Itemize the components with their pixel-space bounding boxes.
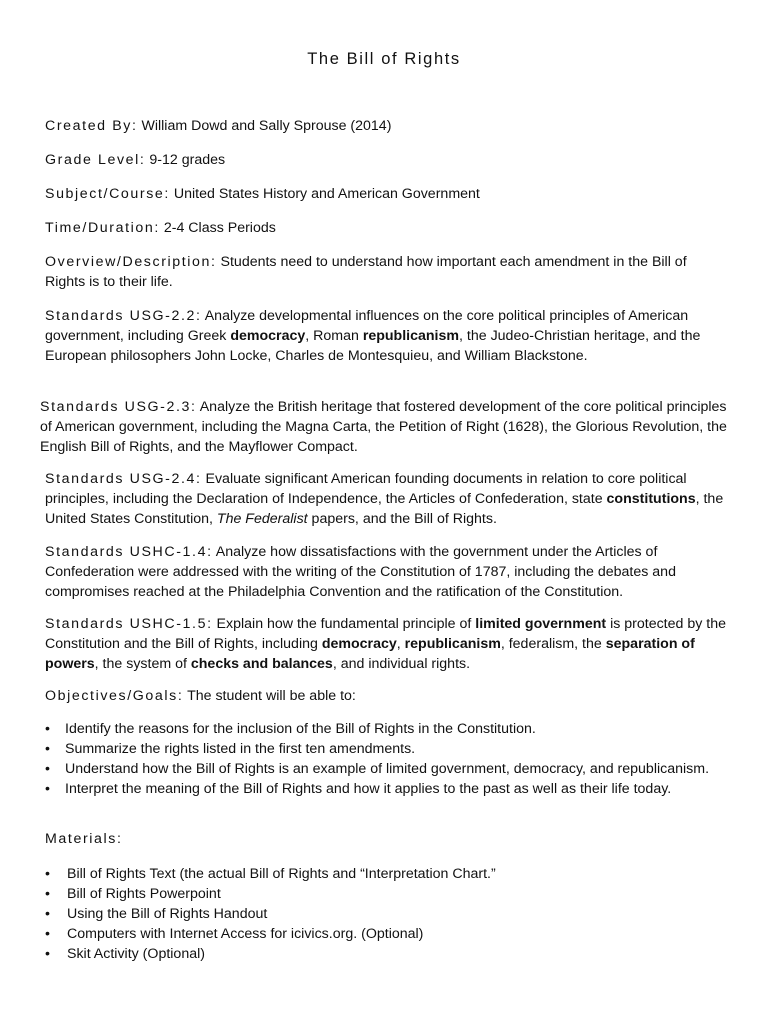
subject-value: United States History and American Government xyxy=(169,186,480,202)
standard-text: Analyze how dissatisfactions with the government under the Articles of Confederation were addressed with the writing of the Constitution of 1787, including the debates and compromises reached at the Philadelphia Convention and the ratification of the Constitution. xyxy=(45,544,676,600)
overview-label: Overview/Description: xyxy=(45,254,217,270)
term-democracy: democracy xyxy=(230,328,306,344)
standard-text: papers, and the Bill of Rights. xyxy=(307,511,497,527)
list-item-text: Understand how the Bill of Rights is an example of limited government, democracy, and republicanism. xyxy=(65,761,710,777)
standard-text: , xyxy=(396,636,405,652)
term-limited-government: limited government xyxy=(475,616,607,632)
bullet-icon: • xyxy=(45,886,50,902)
standard-text: Analyze developmental influences on the core political principles of American government, including Greek xyxy=(45,308,689,344)
standard-label: Standards USG-2.2: xyxy=(45,308,202,324)
grade-level-line xyxy=(45,150,725,170)
standard-text: , the Judeo-Christian heritage, and the European philosophers John Locke, Charles de Montesquieu, and William Blackstone. xyxy=(45,328,701,364)
created-by-line xyxy=(45,116,725,136)
list-item xyxy=(45,864,735,884)
materials-list xyxy=(45,864,735,964)
list-item-text: Identify the reasons for the inclusion of the Bill of Rights in the Constitution. xyxy=(65,721,536,737)
materials-label: Materials: xyxy=(45,831,123,847)
created-by-label: Created By: xyxy=(45,118,138,134)
objectives-list xyxy=(45,719,735,799)
duration-value: 2-4 Class Periods xyxy=(159,220,276,236)
term-checks-and-balances: checks and balances xyxy=(190,656,333,672)
standard-usg-2-4 xyxy=(45,469,730,529)
standard-ushc-1-4 xyxy=(45,542,730,602)
bullet-icon: • xyxy=(45,946,50,962)
term-constitutions: constitutions xyxy=(606,491,696,507)
standard-text: , the United States Constitution, xyxy=(45,491,724,527)
list-item-text: Bill of Rights Text (the actual Bill of Rights and “Interpretation Chart.” xyxy=(67,866,496,882)
list-item xyxy=(45,884,735,904)
bullet-icon: • xyxy=(45,906,50,922)
duration-line xyxy=(45,218,725,238)
bullet-icon: • xyxy=(45,781,50,797)
list-item xyxy=(45,739,735,759)
standard-text: is protected by the Constitution and the Bill of Rights, including xyxy=(45,616,726,652)
list-item-text: Summarize the rights listed in the first ten amendments. xyxy=(65,741,416,757)
document-title: The Bill of Rights xyxy=(307,50,461,68)
list-item-text: Interpret the meaning of the Bill of Rights and how it applies to the past as well as their life today. xyxy=(65,781,672,797)
duration-label: Time/Duration: xyxy=(45,220,160,236)
list-item xyxy=(45,719,735,739)
subject-label: Subject/Course: xyxy=(45,186,170,202)
grade-level-value: 9-12 grades xyxy=(145,152,226,168)
bullet-icon: • xyxy=(45,721,50,737)
bullet-icon: • xyxy=(45,761,50,777)
standard-label: Standards USG-2.3: xyxy=(40,399,197,415)
standard-text: Explain how the fundamental principle of xyxy=(212,616,476,632)
standard-text: , and individual rights. xyxy=(332,656,471,672)
standard-text: Analyze the British heritage that fostered development of the core political principles of American government, including the Magna Carta, the Petition of Right (1628), the Glorious Revolution, the English Bill of Rights, and the Mayflower Compact. xyxy=(40,399,727,455)
standard-text: , Roman xyxy=(305,328,363,344)
list-item xyxy=(45,759,735,779)
standard-usg-2-3 xyxy=(40,397,730,457)
materials-heading xyxy=(45,829,725,849)
list-item xyxy=(45,779,735,799)
term-separation-of-powers: separation of powers xyxy=(45,636,695,672)
standard-label: Standards USG-2.4: xyxy=(45,471,202,487)
objectives-label: Objectives/Goals: xyxy=(45,688,184,704)
standard-text: , federalism, the xyxy=(500,636,606,652)
term-democracy: democracy xyxy=(321,636,397,652)
objectives-text: The student will be able to: xyxy=(183,688,356,704)
overview-paragraph xyxy=(45,252,730,292)
standard-label: Standards USHC-1.4: xyxy=(45,544,213,560)
list-item xyxy=(45,904,735,924)
standard-text: , the system of xyxy=(94,656,191,672)
overview-text: Students need to understand how important each amendment in the Bill of Rights is to their life. xyxy=(45,254,687,290)
bullet-icon: • xyxy=(45,741,50,757)
list-item xyxy=(45,924,735,944)
term-republicanism: republicanism xyxy=(404,636,501,652)
list-item-text: Skit Activity (Optional) xyxy=(67,946,205,962)
term-republicanism: republicanism xyxy=(362,328,460,344)
bullet-icon: • xyxy=(45,866,50,882)
subject-line xyxy=(45,184,725,204)
standard-label: Standards USHC-1.5: xyxy=(45,616,213,632)
standard-text: Evaluate significant American founding documents in relation to core political principles, including the Declaration of Independence, the Articles of Confederation, state xyxy=(45,471,687,507)
standard-ushc-1-5 xyxy=(45,614,730,674)
list-item-text: Bill of Rights Powerpoint xyxy=(67,886,221,902)
list-item xyxy=(45,944,735,964)
list-item-text: Using the Bill of Rights Handout xyxy=(67,906,268,922)
title-the-federalist: The Federalist xyxy=(216,511,308,527)
standard-usg-2-2 xyxy=(45,306,730,366)
created-by-value: William Dowd and Sally Sprouse (2014) xyxy=(137,118,392,134)
grade-level-label: Grade Level: xyxy=(45,152,146,168)
list-item-text: Computers with Internet Access for icivics.org. (Optional) xyxy=(67,926,424,942)
objectives-heading xyxy=(45,686,725,706)
bullet-icon: • xyxy=(45,926,50,942)
